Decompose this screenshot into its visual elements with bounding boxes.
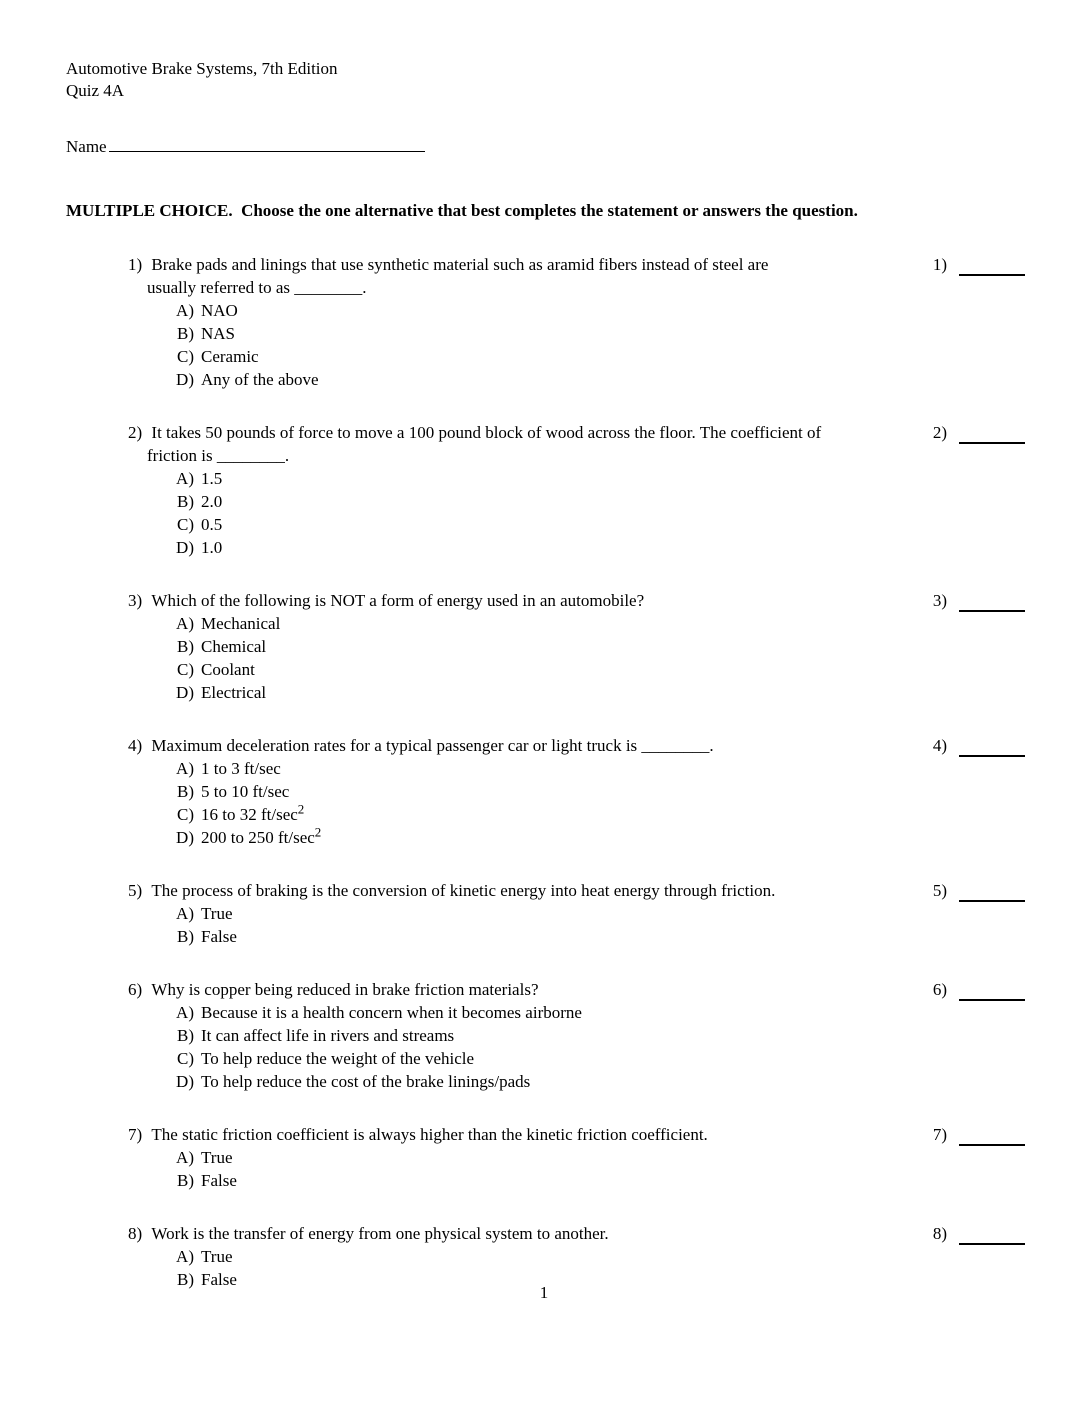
question-content [128, 253, 915, 391]
question-number-label: 7) [128, 1125, 147, 1144]
option-text: Coolant [201, 660, 255, 679]
option-label: A) [176, 759, 194, 778]
question-option [168, 612, 915, 635]
option-label: A) [176, 1148, 194, 1167]
question-option [168, 803, 915, 826]
question-text-continuation: usually referred to as ________. [147, 278, 367, 297]
option-text: 0.5 [201, 515, 223, 534]
question-text: Maximum deceleration rates for a typical passenger car or light truck is ________. [151, 736, 714, 755]
question-options [168, 467, 915, 559]
question-lines [128, 421, 915, 467]
option-text: 16 to 32 ft/sec [201, 805, 298, 824]
option-text: NAS [201, 324, 236, 343]
question-number-label: 3) [128, 591, 147, 610]
question-number-label: 6) [128, 980, 147, 999]
option-text: Because it is a health concern when it becomes airborne [201, 1003, 582, 1022]
question-option [168, 925, 915, 948]
option-text: 2.0 [201, 492, 223, 511]
option-text: Mechanical [201, 614, 281, 633]
question-options [168, 1146, 915, 1192]
question-lines [128, 253, 915, 299]
name-blank-line [109, 133, 425, 152]
option-text: NAO [201, 301, 238, 320]
question-option [168, 681, 915, 704]
option-text: True [201, 904, 233, 923]
question-option [168, 299, 915, 322]
option-label: D) [176, 538, 194, 557]
answer-area [933, 879, 1025, 902]
question-content [128, 421, 915, 559]
question-lines [128, 734, 915, 757]
option-label: A) [176, 614, 194, 633]
question-text: The static friction coefficient is always higher than the kinetic friction coefficient. [151, 1125, 708, 1144]
question-option [168, 490, 915, 513]
question-option [168, 345, 915, 368]
question-first-line [128, 1222, 915, 1245]
answer-blank-line [959, 421, 1025, 444]
question-options [168, 612, 915, 704]
question-text: It takes 50 pounds of force to move a 100 pound block of wood across the floor. The coefficient of [151, 423, 822, 442]
option-label: A) [176, 1003, 194, 1022]
question-option [168, 1001, 915, 1024]
option-text: To help reduce the weight of the vehicle [201, 1049, 475, 1068]
option-label: B) [177, 1026, 194, 1045]
question-text: Why is copper being reduced in brake friction materials? [151, 980, 539, 999]
answer-area [933, 589, 1025, 612]
question-options [168, 1001, 915, 1093]
question-option [168, 1047, 915, 1070]
question-option [168, 1024, 915, 1047]
question-number-label: 2) [128, 423, 147, 442]
answer-blank-line [959, 1222, 1025, 1245]
option-label: A) [176, 904, 194, 923]
answer-number-label: 6) [932, 980, 947, 999]
option-text: False [201, 1270, 237, 1289]
question-first-line [128, 253, 915, 276]
question-first-line [128, 734, 915, 757]
question-block [128, 978, 1025, 1093]
answer-blank-line [959, 1123, 1025, 1146]
option-text: Any of the above [201, 370, 319, 389]
option-label: B) [177, 492, 194, 511]
question-options [168, 757, 915, 849]
answer-area [933, 978, 1025, 1001]
option-text: 1 to 3 ft/sec [201, 759, 281, 778]
option-label: B) [177, 1270, 194, 1289]
question-option [168, 826, 915, 849]
question-option [168, 902, 915, 925]
answer-area [933, 253, 1025, 276]
option-label: C) [177, 515, 194, 534]
option-text: Chemical [201, 637, 267, 656]
option-text: To help reduce the cost of the brake linings/pads [201, 1072, 531, 1091]
question-option [168, 658, 915, 681]
question-option [168, 368, 915, 391]
question-first-line [128, 589, 915, 612]
answer-area [933, 1222, 1025, 1245]
option-label: B) [177, 927, 194, 946]
question-content [128, 1123, 915, 1192]
option-text: 1.0 [201, 538, 223, 557]
answer-blank-line [959, 978, 1025, 1001]
document-title: Automotive Brake Systems, 7th Edition [66, 59, 338, 78]
instructions-text: MULTIPLE CHOICE. Choose the one alternative that best completes the statement or answers the question. [66, 201, 858, 220]
question-content [128, 1222, 915, 1291]
question-option [168, 536, 915, 559]
option-label: B) [177, 324, 194, 343]
question-block [128, 1222, 1025, 1291]
question-first-line [128, 879, 915, 902]
option-text: Ceramic [201, 347, 259, 366]
answer-blank-line [959, 879, 1025, 902]
option-label: C) [177, 1049, 194, 1068]
question-text: Work is the transfer of energy from one physical system to another. [151, 1224, 609, 1243]
question-block [128, 589, 1025, 704]
question-option [168, 1169, 915, 1192]
answer-number-label: 2) [932, 423, 947, 442]
question-number-label: 8) [128, 1224, 147, 1243]
answer-blank-line [959, 589, 1025, 612]
question-first-line [128, 421, 915, 444]
question-option [168, 1245, 915, 1268]
question-content [128, 734, 915, 849]
question-option [168, 1070, 915, 1093]
question-first-line [128, 1123, 915, 1146]
answer-area [933, 1123, 1025, 1146]
name-row [66, 133, 1025, 158]
question-option [168, 635, 915, 658]
option-text: Electrical [201, 683, 267, 702]
question-block [128, 734, 1025, 849]
answer-number-label: 3) [932, 591, 947, 610]
answer-area [933, 421, 1025, 444]
question-number-label: 5) [128, 881, 147, 900]
question-block [128, 253, 1025, 391]
answer-number-label: 8) [932, 1224, 947, 1243]
question-number-label: 4) [128, 736, 147, 755]
page-number: 1 [539, 1283, 549, 1302]
answer-blank-line [959, 734, 1025, 757]
answer-area [933, 734, 1025, 757]
question-text-continuation: friction is ________. [147, 446, 290, 465]
option-text: 200 to 250 ft/sec [201, 828, 315, 847]
question-lines [128, 978, 915, 1001]
questions [128, 253, 1025, 1291]
option-label: C) [177, 805, 194, 824]
option-text: It can affect life in rivers and streams [201, 1026, 455, 1045]
answer-number-label: 5) [932, 881, 947, 900]
option-text: 5 to 10 ft/sec [201, 782, 290, 801]
question-lines [128, 1222, 915, 1245]
question-option [168, 513, 915, 536]
question-content [128, 978, 915, 1093]
option-label: A) [176, 301, 194, 320]
question-number-label: 1) [128, 255, 147, 274]
document-header [66, 58, 1025, 102]
question-content [128, 879, 915, 948]
question-option [168, 467, 915, 490]
question-text: Brake pads and linings that use synthetic material such as aramid fibers instead of steel are [151, 255, 769, 274]
question-lines [128, 879, 915, 902]
option-label: C) [177, 347, 194, 366]
question-lines [128, 589, 915, 612]
question-option [168, 780, 915, 803]
option-label: B) [177, 782, 194, 801]
question-content [128, 589, 915, 704]
answer-number-label: 1) [932, 255, 947, 274]
option-label: D) [176, 370, 194, 389]
question-option [168, 757, 915, 780]
option-text: False [201, 1171, 237, 1190]
option-text: False [201, 927, 237, 946]
option-label: C) [177, 660, 194, 679]
option-label: B) [177, 637, 194, 656]
question-block [128, 1123, 1025, 1192]
option-label: B) [177, 1171, 194, 1190]
question-option [168, 322, 915, 345]
question-block [128, 879, 1025, 948]
quiz-subtitle: Quiz 4A [66, 81, 125, 100]
question-lines [128, 1123, 915, 1146]
question-text: Which of the following is NOT a form of energy used in an automobile? [151, 591, 645, 610]
answer-number-label: 7) [932, 1125, 947, 1144]
question-options [168, 299, 915, 391]
question-option [168, 1146, 915, 1169]
option-text: True [201, 1148, 233, 1167]
answer-blank-line [959, 253, 1025, 276]
question-options [168, 902, 915, 948]
option-label: D) [176, 1072, 194, 1091]
option-text: True [201, 1247, 233, 1266]
question-first-line [128, 978, 915, 1001]
option-text: 1.5 [201, 469, 223, 488]
answer-number-label: 4) [932, 736, 947, 755]
name-label: Name [66, 137, 107, 156]
question-block [128, 421, 1025, 559]
option-label: A) [176, 469, 194, 488]
option-superscript: 2 [297, 801, 305, 817]
option-label: D) [176, 828, 194, 847]
question-text: The process of braking is the conversion of kinetic energy into heat energy through friction. [151, 881, 776, 900]
option-label: D) [176, 683, 194, 702]
option-superscript: 2 [314, 824, 322, 840]
option-label: A) [176, 1247, 194, 1266]
